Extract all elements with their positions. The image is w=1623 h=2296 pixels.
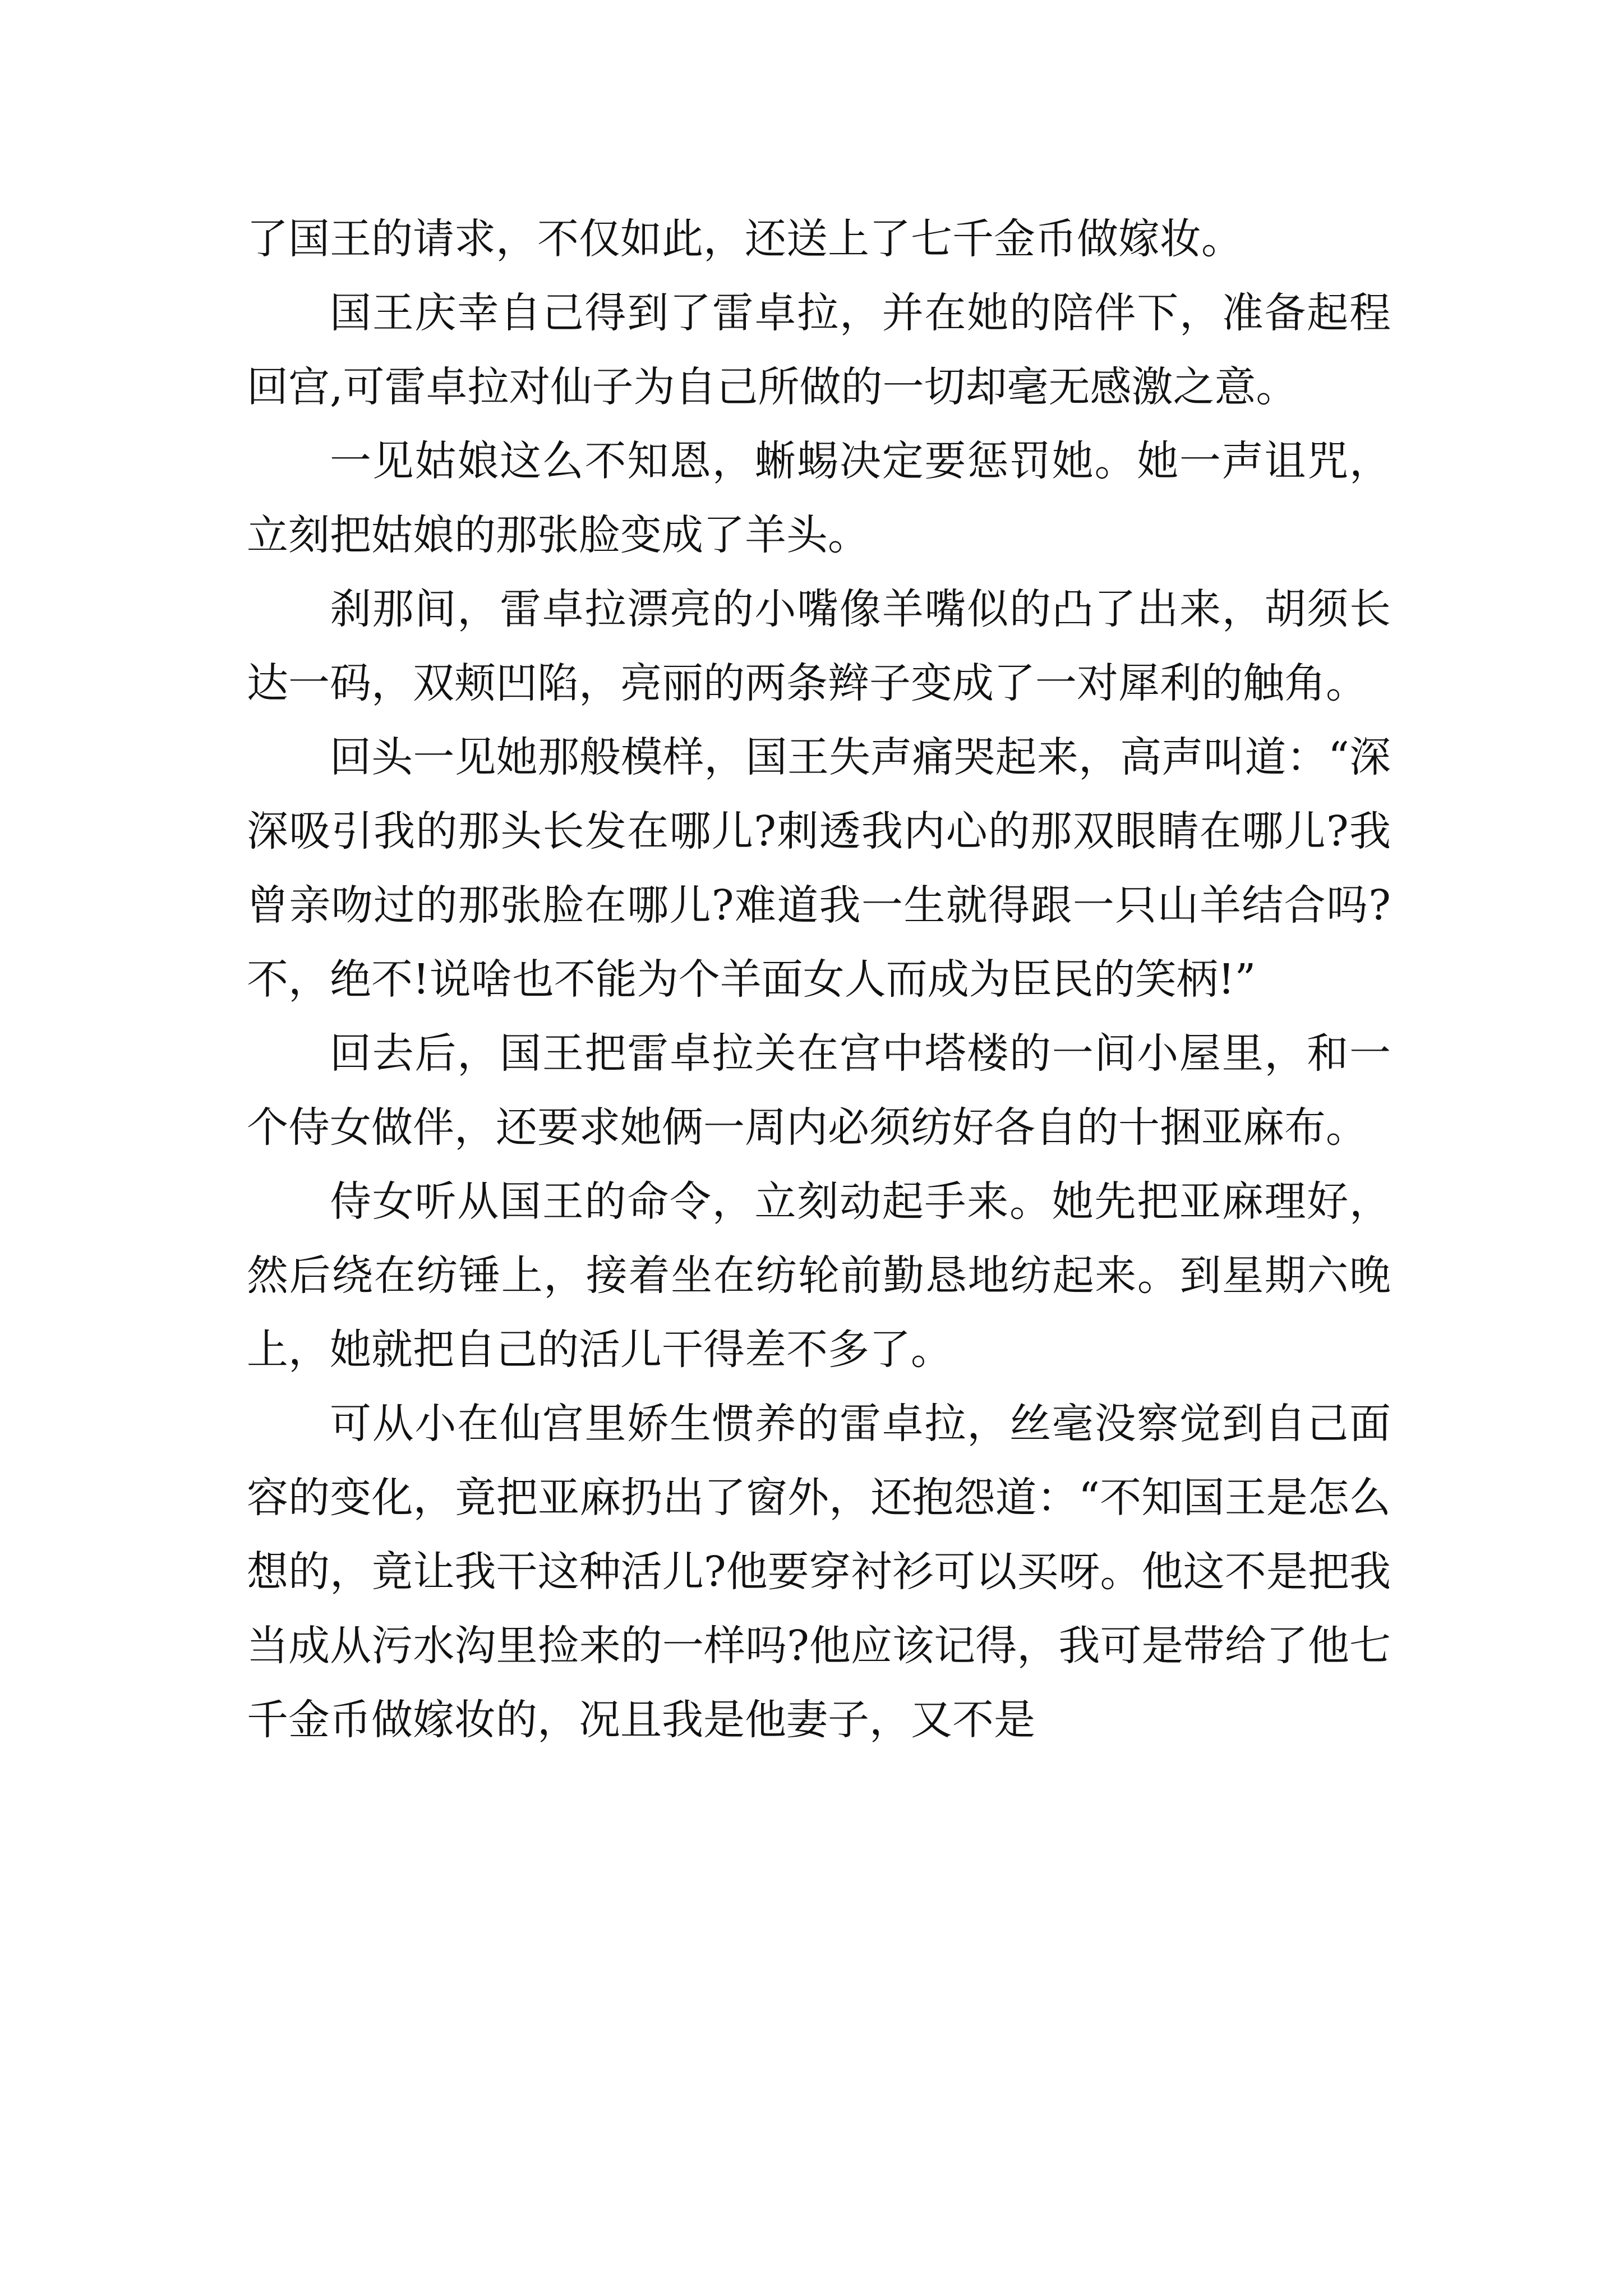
paragraph: 可从小在仙宫里娇生惯养的雷卓拉，丝毫没察觉到自己面容的变化，竟把亚麻扔出了窗外，还抱怨道：“不知国王是怎么想的，竟让我干这种活儿?他要穿衬衫可以买呀。他这不是把我当成从污水沟里捡来的一样吗?他应该记得，我可是带给了他七千金币做嫁妆的，况且我是他妻子，又不是: [247, 1400, 1391, 1744]
paragraph: 国王庆幸自己得到了雷卓拉，并在她的陪伴下，准备起程回宫,可雷卓拉对仙子为自己所做的一切却毫无感激之意。: [247, 289, 1391, 411]
paragraph: 一见姑娘这么不知恩，蜥蜴决定要惩罚她。她一声诅咒，立刻把姑娘的那张脸变成了羊头。: [247, 437, 1391, 559]
paragraph: 刹那间，雷卓拉漂亮的小嘴像羊嘴似的凸了出来，胡须长达一码，双颊凹陷，亮丽的两条辫子变成了一对犀利的触角。: [247, 585, 1391, 707]
document-body: [247, 202, 1391, 1757]
paragraph: 了国王的请求，不仅如此，还送上了七千金币做嫁妆。: [247, 215, 1243, 263]
paragraph: 回头一见她那般模样，国王失声痛哭起来，高声叫道：“深深吸引我的那头长发在哪儿?刺透我内心的那双眼睛在哪儿?我曾亲吻过的那张脸在哪儿?难道我一生就得跟一只山羊结合吗?不，绝不!说啥也不能为个羊面女人而成为臣民的笑柄!”: [247, 733, 1391, 1004]
paragraph: 侍女听从国王的命令，立刻动起手来。她先把亚麻理好，然后绕在纺锤上，接着坐在纺轮前勤恳地纺起来。到星期六晚上，她就把自己的活儿干得差不多了。: [247, 1177, 1391, 1374]
paragraph: 回去后，国王把雷卓拉关在宫中塔楼的一间小屋里，和一个侍女做伴，还要求她俩一周内必须纺好各自的十捆亚麻布。: [247, 1029, 1391, 1152]
